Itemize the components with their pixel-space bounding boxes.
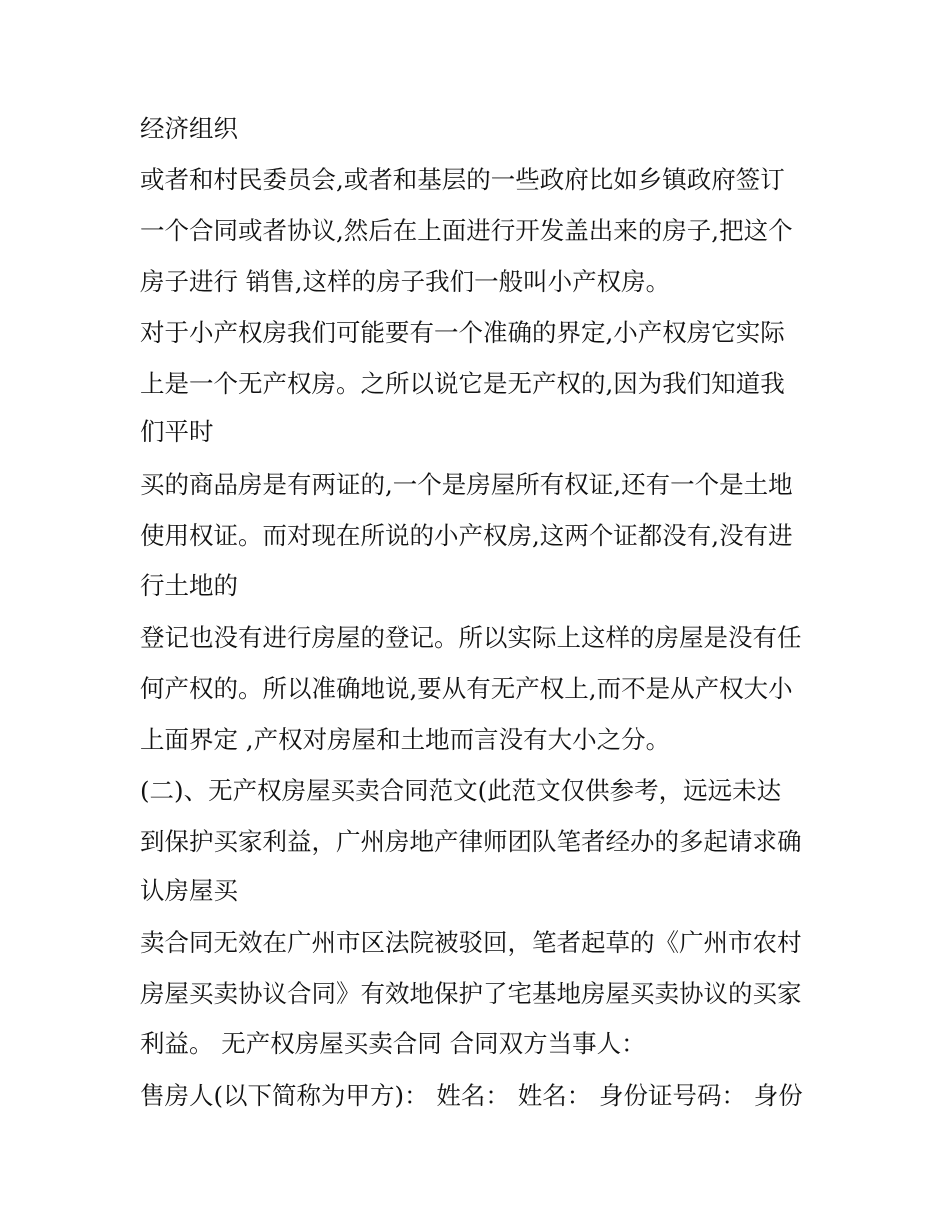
text-line: 售房人(以下简称为甲方)： 姓名： 姓名： 身份证号码： 身份: [140, 1081, 803, 1110]
text-line: 上是一个无产权房。之所以说它是无产权的,因为我们知道我: [140, 369, 785, 398]
text-line: 一个合同或者协议,然后在上面进行开发盖出来的房子,把这个: [140, 216, 793, 245]
text-line: 或者和村民委员会,或者和基层的一些政府比如乡镇政府签订: [140, 165, 785, 194]
text-line: 登记也没有进行房屋的登记。所以实际上这样的房屋是没有任: [140, 623, 802, 652]
text-line: 们平时: [140, 417, 214, 446]
text-line: 对于小产权房我们可能要有一个准确的界定,小产权房它实际: [140, 318, 785, 347]
text-line: 认房屋买: [140, 876, 238, 905]
text-line: 使用权证。而对现在所说的小产权房,这两个证都没有,没有进: [140, 521, 793, 550]
text-line: 何产权的。所以准确地说,要从有无产权上,而不是从产权大小: [140, 674, 793, 703]
text-line: 行土地的: [140, 571, 238, 600]
text-line: 卖合同无效在广州市区法院被驳回，笔者起草的《广州市农村: [140, 928, 802, 957]
text-line: 买的商品房是有两证的,一个是房屋所有权证,还有一个是土地: [140, 470, 793, 499]
text-line: 到保护买家利益，广州房地产律师团队笔者经办的多起请求确: [140, 827, 802, 856]
text-line: 经济组织: [140, 114, 238, 143]
text-line: 上面界定 ,产权对房屋和土地而言没有大小之分。: [140, 725, 671, 754]
text-line: 房屋买卖协议合同》有效地保护了宅基地房屋买卖协议的买家: [140, 979, 802, 1008]
text-line: 房子进行 销售,这样的房子我们一般叫小产权房。: [140, 267, 671, 296]
text-line: (二)、无产权房屋买卖合同范文(此范文仅供参考，远远未达: [140, 776, 782, 805]
text-line: 利益。 无产权房屋买卖合同 合同双方当事人：: [140, 1029, 646, 1058]
